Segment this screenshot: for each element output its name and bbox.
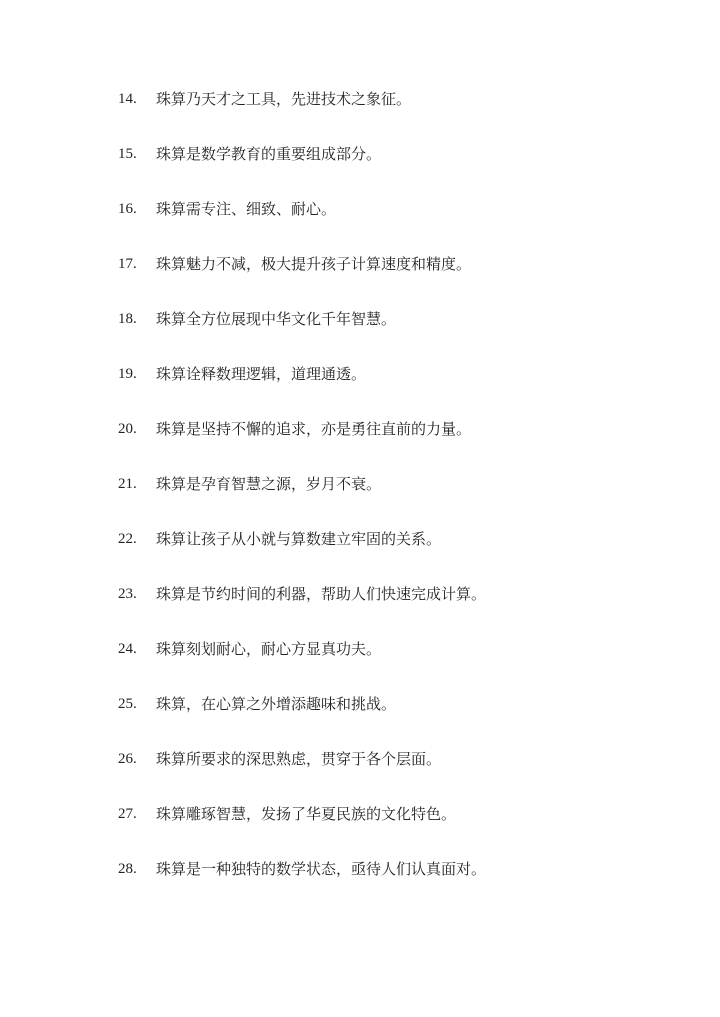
item-text: 珠算是孕育智慧之源，岁月不衰。 — [156, 475, 382, 493]
item-number: 18. — [118, 311, 137, 327]
list-item — [118, 803, 486, 858]
item-number: 15. — [118, 146, 137, 162]
item-text: 珠算所要求的深思熟虑，贯穿于各个层面。 — [156, 750, 442, 768]
item-text: 珠算让孩子从小就与算数建立牢固的关系。 — [156, 530, 442, 548]
numbered-list — [118, 88, 486, 913]
item-number: 27. — [118, 806, 137, 822]
list-item — [118, 748, 486, 803]
item-number: 16. — [118, 201, 137, 217]
item-number: 24. — [118, 641, 137, 657]
list-item — [118, 638, 486, 693]
item-number: 28. — [118, 861, 137, 877]
item-text: 珠算是坚持不懈的追求，亦是勇往直前的力量。 — [156, 420, 472, 438]
item-number: 20. — [118, 421, 137, 437]
list-item — [118, 143, 486, 198]
item-text: 珠算需专注、细致、耐心。 — [156, 200, 337, 218]
list-item — [118, 253, 486, 308]
item-text: 珠算魅力不减，极大提升孩子计算速度和精度。 — [156, 255, 472, 273]
item-text: 珠算是一种独特的数学状态，亟待人们认真面对。 — [156, 860, 487, 878]
item-text: 珠算是数学教育的重要组成部分。 — [156, 145, 382, 163]
list-item — [118, 88, 486, 143]
list-item — [118, 418, 486, 473]
list-item — [118, 308, 486, 363]
list-item — [118, 583, 486, 638]
item-text: 珠算全方位展现中华文化千年智慧。 — [156, 310, 397, 328]
list-item — [118, 363, 486, 418]
item-text: 珠算诠释数理逻辑，道理通透。 — [156, 365, 367, 383]
item-text: 珠算乃天才之工具，先进技术之象征。 — [156, 90, 412, 108]
item-number: 19. — [118, 366, 137, 382]
item-number: 22. — [118, 531, 137, 547]
list-item — [118, 858, 486, 913]
item-text: 珠算刻划耐心，耐心方显真功夫。 — [156, 640, 382, 658]
item-text: 珠算，在心算之外增添趣味和挑战。 — [156, 695, 397, 713]
list-item — [118, 528, 486, 583]
item-number: 25. — [118, 696, 137, 712]
item-number: 14. — [118, 91, 137, 107]
item-text: 珠算是节约时间的利器，帮助人们快速完成计算。 — [156, 585, 487, 603]
item-number: 26. — [118, 751, 137, 767]
list-item — [118, 198, 486, 253]
list-item — [118, 473, 486, 528]
list-item — [118, 693, 486, 748]
item-number: 21. — [118, 476, 137, 492]
item-text: 珠算雕琢智慧，发扬了华夏民族的文化特色。 — [156, 805, 457, 823]
item-number: 23. — [118, 586, 137, 602]
item-number: 17. — [118, 256, 137, 272]
